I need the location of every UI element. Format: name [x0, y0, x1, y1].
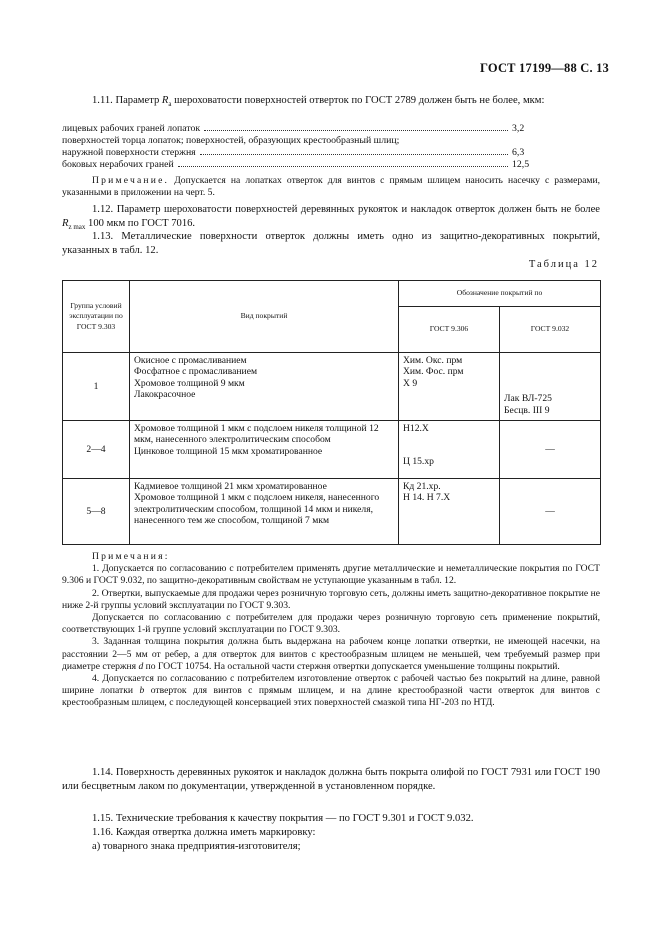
header-type: Вид покрытий — [130, 281, 399, 353]
note-1-label: Примечание. — [92, 175, 170, 186]
note-1 — [62, 175, 600, 199]
cell-gost-9306: Кд 21.хр. Н 14. Н 7.Х — [399, 479, 500, 545]
table-caption: Таблица 12 — [528, 259, 599, 270]
note-2-4: 4. Допускается по согласованию с потребителем изготовление отверток с рабочей частью без покрытий на длине, равной ширине лопатки b отверток для винтов с прямым шлицем, и на длине крестообразной части отверток для винтов с крестообразным шлицем, с последующей консервацией этих поверхностей смазкой типа НГ-203 по НТД. — [62, 673, 600, 709]
header-designation: Обозначение покрытий по — [399, 281, 601, 307]
table-row — [63, 479, 601, 545]
roughness-item: наружной поверхности стержня 6,3 — [62, 147, 525, 158]
cell-group: 1 — [63, 353, 130, 421]
paragraph-1-15: 1.15. Технические требования к качеству покрытия — по ГОСТ 9.301 и ГОСТ 9.032. — [92, 813, 474, 824]
paragraph-1-16a: а) товарного знака предприятия-изготовителя; — [92, 841, 301, 852]
cell-type: Окисное с промасливанием Фосфатное с промасливанием Хромовое толщиной 9 мкм Лакокрасочное — [130, 353, 399, 421]
cell-gost-9032: Лак ВЛ-725 Бесцв. III 9 — [500, 353, 601, 421]
paragraph-1-12: 1.12. Параметр шероховатости поверхностей деревянных рукояток и накладок отверток должен быть не более $R_{z max}$ 100 мкм по ГОСТ 7016. — [62, 204, 600, 231]
p-1-11-pre: 1.11. Параметр — [92, 95, 162, 106]
cell-gost-9306: Хим. Окс. прм Хим. Фос. прм Х 9 — [399, 353, 500, 421]
roughness-list — [62, 123, 600, 171]
note-2-1: 1. Допускается по согласованию с потребителем применять другие металлические и неметаллические покрытия по ГОСТ 9.306 и ГОСТ 9.032, по защитно-декоративным свойствам не уступающие указанным в табл. 12. — [62, 563, 600, 587]
cell-gost-9032: — — [500, 479, 601, 545]
cell-group: 2—4 — [63, 421, 130, 479]
cell-group: 5—8 — [63, 479, 130, 545]
cell-type: Кадмиевое толщиной 21 мкм хроматированное Хромовое толщиной 1 мкм с подслоем никеля, нанесенного электролитическим способом, толщиной 14 мкм и никеля, нанесенного тем же способом, толщиной 7 мкм — [130, 479, 399, 545]
table-row — [63, 421, 601, 479]
roughness-item: поверхностей торца лопаток; поверхностей, образующих крестообразный шлиц; — [62, 135, 400, 146]
paragraph-1-16: 1.16. Каждая отвертка должна иметь маркировку: — [92, 827, 316, 838]
cell-gost-9032: — — [500, 421, 601, 479]
cell-gost-9306: Н12.Х Ц 15.хр — [399, 421, 500, 479]
roughness-item: боковых нерабочих граней 12,5 — [62, 159, 530, 170]
header-gost-9032: ГОСТ 9.032 — [500, 307, 601, 353]
p-1-11-sub: a — [168, 100, 172, 109]
note-2-2b: Допускается по согласованию с потребителем для продажи через розничную торговую сеть применение покрытий, соответствующих 1-й группе условий эксплуатации по ГОСТ 9.303. — [62, 612, 600, 636]
cell-type: Хромовое толщиной 1 мкм с подслоем никеля толщиной 12 мкм, нанесенного электролитическим способом Цинковое толщиной 15 мкм хроматированное — [130, 421, 399, 479]
notes-2 — [62, 551, 600, 710]
header-group: Группа условий эксплуатации по ГОСТ 9.303 — [63, 281, 130, 353]
header-gost-9306: ГОСТ 9.306 — [399, 307, 500, 353]
notes-2-title: Примечания: — [92, 551, 170, 562]
table-row — [63, 353, 601, 421]
coatings-table — [62, 280, 601, 545]
paragraph-1-13: 1.13. Металлические поверхности отверток должны иметь одно из защитно-декоративных покрытий, указанных в табл. 12. — [62, 231, 600, 256]
paragraph-1-11 — [62, 94, 600, 112]
roughness-item: лицевых рабочих граней лопаток 3,2 — [62, 123, 525, 134]
p-1-11-var: R — [161, 95, 169, 106]
p-1-11-post: шероховатости поверхностей отверток по ГОСТ 2789 должен быть не более, мкм: — [171, 95, 545, 106]
note-1-text: Допускается на лопатках отверток для винтов с прямым шлицем наносить насечку с размерами, указанными в приложении на черт. 5. — [62, 175, 600, 199]
note-2-2: 2. Отвертки, выпускаемые для продажи через розничную торговую сеть, должны иметь защитно-декоративное покрытие не ниже 2-й группы условий эксплуатации по ГОСТ 9.303. — [62, 587, 600, 611]
paragraph-1-14: 1.14. Поверхность деревянных рукояток и накладок должна быть покрыта олифой по ГОСТ 7931 или ГОСТ 190 или бесцветным лаком по документации, утвержденной в установленном порядке. — [62, 767, 600, 792]
page-header: ГОСТ 17199—88 С. 13 — [480, 61, 609, 75]
note-2-3: 3. Заданная толщина покрытия должна быть выдержана на рабочем конце лопатки отвертки, не имеющей насечки, на расстоянии 2—5 мм от ребер, а для отверток для винтов с крестообразным шлицем не меньшей, чем требуемый размер при диаметре стержня d по ГОСТ 10754. На остальной части стержня отвертки допускается уменьшение толщины покрытий. — [62, 636, 600, 672]
